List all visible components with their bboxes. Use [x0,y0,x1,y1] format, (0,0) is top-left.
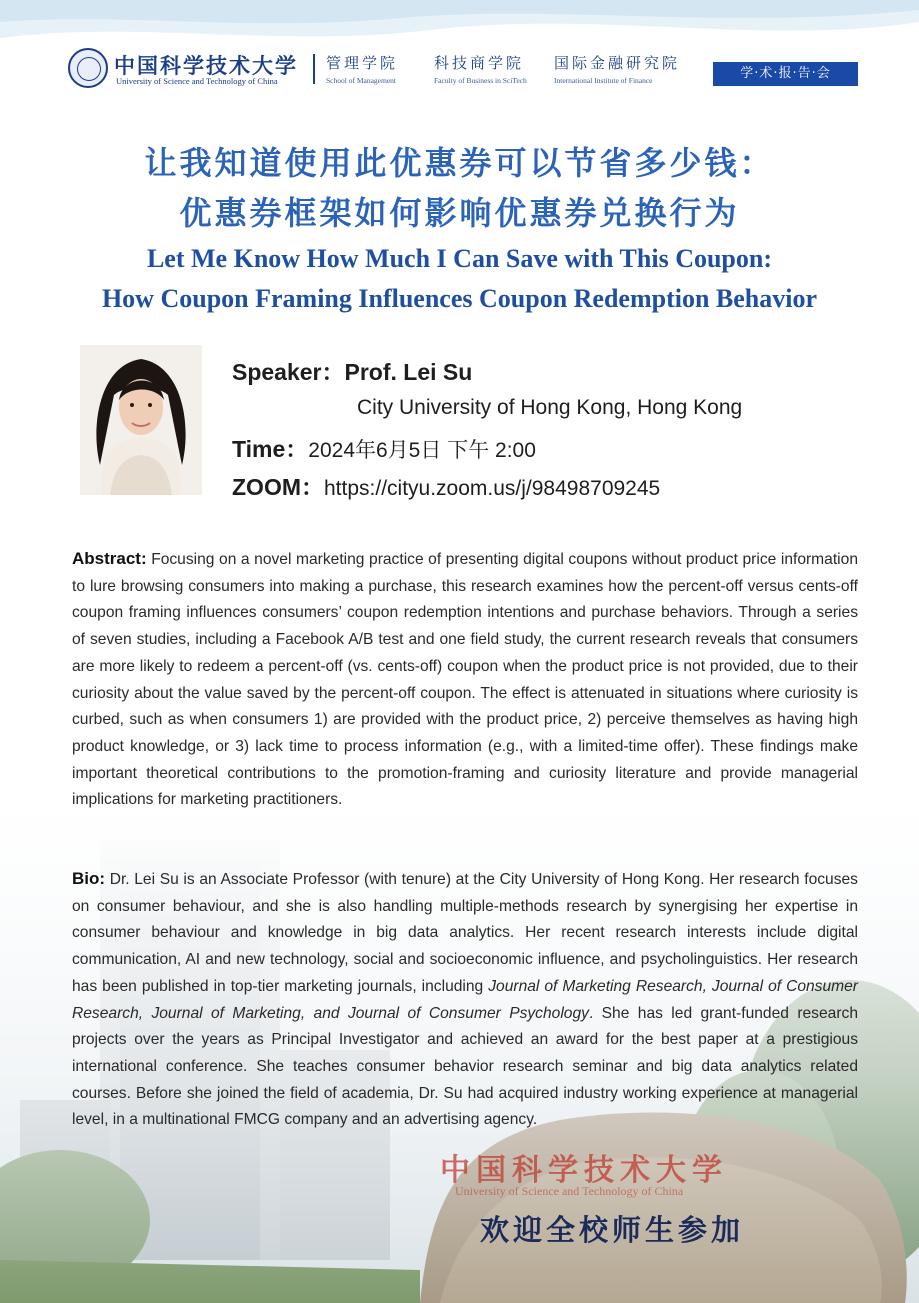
school-name-en: School of Management [326,76,396,85]
event-time: 2024年6月5日 下午 2:00 [308,439,536,462]
school-name-en: Faculty of Business in SciTech [434,76,527,85]
welcome-message: 欢迎全校师生参加 [480,1213,745,1247]
stone-inscription-cn: 中国科学技术大学 [440,1153,728,1188]
title-cn-line2: 优惠券框架如何影响优惠券兑换行为 [179,194,740,232]
school-management [326,52,398,85]
zoom-line [232,469,660,502]
speaker-affiliation: City University of Hong Kong, Hong Kong [357,396,743,419]
time-label: Time： [232,436,309,462]
title-cn-line1: 让我知道使用此优惠券可以节省多少钱： [144,144,775,182]
school-business-scitech [434,52,527,85]
title-en-line2: How Coupon Framing Influences Coupon Redemption Behavior [101,284,818,313]
affiliation-line [357,396,742,420]
abstract-text: Focusing on a novel marketing practice of presenting digital coupons without product price information to lure browsing consumers into making a purchase, this research examines how the percent-off versus cents-off coupon framing influences consumers’ coupon redemption intentions and purchase behaviors. Through a series of seven studies, including a Facebook A/B test and one field study, the current research reveals that consumers are more likely to redeem a percent-off (vs. cents-off) coupon when the product price is not provided, due to their curiosity about the value saved by the percent-off coupon. The effect is attenuated in situations where curiosity is curbed, such as when consumers 1) are provided with the product price, 2) perceive themselves as having high product knowledge, or 3) lack time to process information (e.g., with a limited-time offer). These findings make important theoretical contributions to the promotion-framing and curiosity literature and provide managerial implications for marketing practitioners. [72,551,858,809]
zoom-link[interactable]: https://cityu.zoom.us/j/98498709245 [324,477,661,500]
abstract-heading: Abstract: [72,549,147,568]
header-bar [68,48,858,90]
zoom-label: ZOOM： [232,474,324,500]
bio-section [72,866,858,1134]
school-name-cn: 科技商学院 [434,54,525,72]
stone-inscription-en: University of Science and Technology of China [455,1184,684,1198]
university-name-cn: 中国科学技术大学 [114,53,298,78]
school-name-cn: 国际金融研究院 [554,54,681,72]
bio-text-part1: Dr. Lei Su is an Associate Professor (with tenure) at the City University of Hong Kong. Her research focuses on consumer behaviour, and she is also handling multiple-methods research by synergising her expertise in consumer behaviour and knowledge in big data analytics. Her recent research interests include digital communication, AI and new technology, social and socioeconomic influence, and psycholinguistics. Her research has been published in top-tier marketing journals, including [72,871,858,995]
title-en-line1: Let Me Know How Much I Can Save with This Coupon: [146,244,773,273]
school-name-cn: 管理学院 [326,54,399,72]
speaker-label: Speaker： [232,359,345,385]
bio-heading: Bio: [72,869,106,888]
university-name-en: University of Science and Technology of China [116,76,278,86]
bio-text-part2: . She has led grant-funded research projects over the years as Principal Investigator and achieved an award for the best paper at a prestigious international conference. She teaches consumer behavior research seminar and big data analytics related courses. Before she joined the field of academia, Dr. Su had acquired industry working experience at managerial level, in a multinational FMCG company and an advertising agency. [72,1004,858,1129]
speaker-name: Prof. Lei Su [344,359,473,385]
time-line [232,431,536,464]
abstract-section [72,546,858,814]
lecture-badge: 学·术·报·告·会 [713,62,858,86]
speaker-photo [80,345,202,495]
university-seal-icon [68,48,108,88]
bio-journals: Journal of Marketing Research, Journal of Consumer Research, Journal of Marketing, and Journal of Consumer Psychology [72,977,858,1022]
school-name-en: International Institute of Finance [554,76,653,85]
header-divider [313,54,315,84]
school-finance-institute [554,52,680,85]
speaker-line [232,354,472,387]
